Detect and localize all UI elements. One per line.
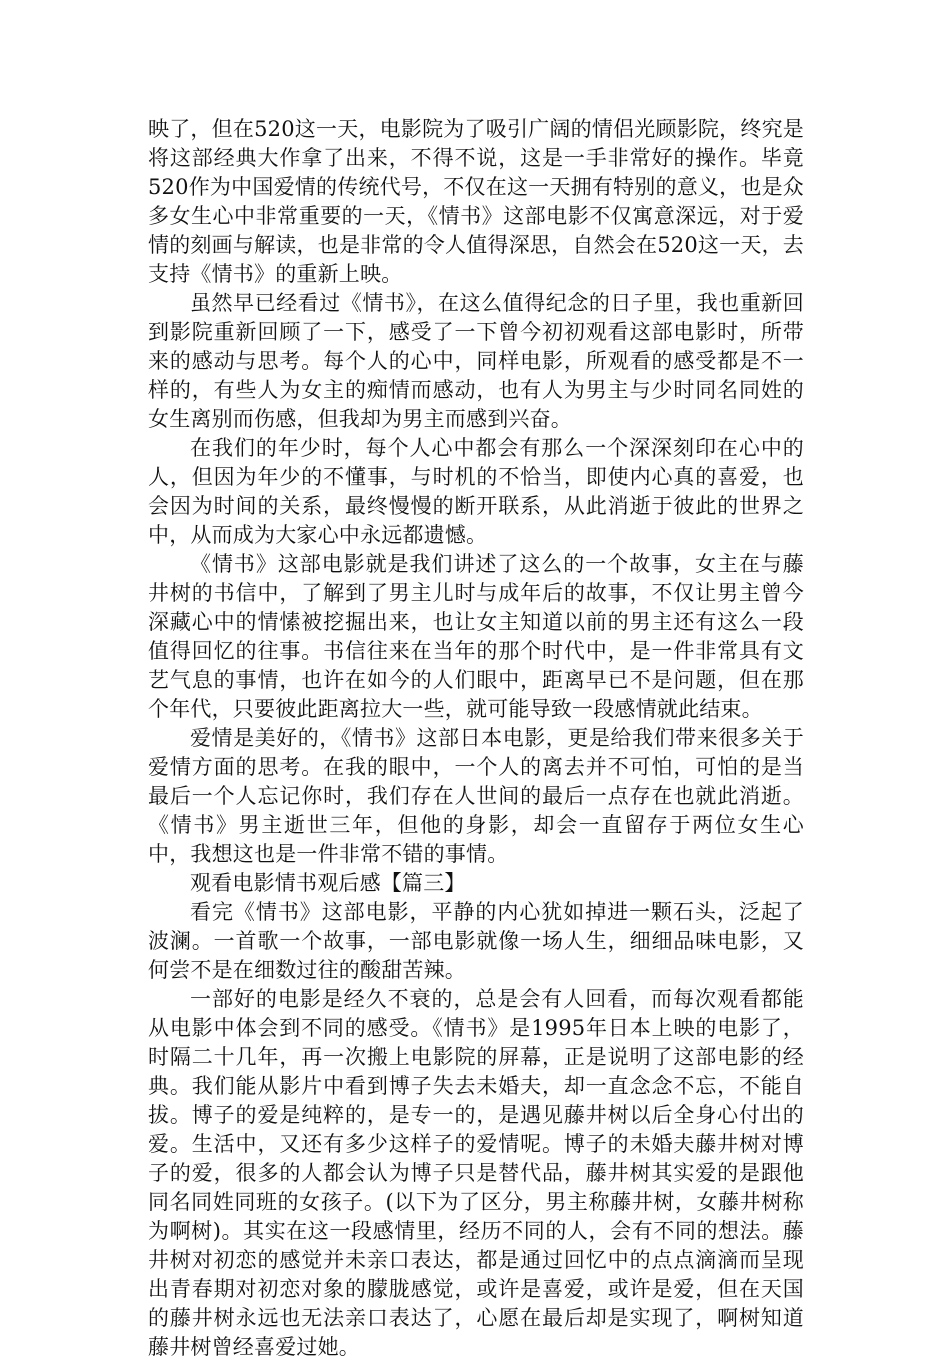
- paragraph: 在我们的年少时，每个人心中都会有那么一个深深刻印在心中的人，但因为年少的不懂事，与时机的不恰当，即使内心真的喜爱，也会因为时间的关系，最终慢慢的断开联系，从此消逝于彼此的世界之中，从而成为大家心中永远都遗憾。: [148, 436, 804, 547]
- paragraph: 虽然早已经看过《情书》，在这么值得纪念的日子里，我也重新回到影院重新回顾了一下，感受了一下曾今初初观看这部电影时，所带来的感动与思考。每个人的心中，同样电影，所观看的感受都是不一样的，有些人为女主的痴情而感动，也有人为男主与少时同名同姓的女生离别而伤感，但我却为男主而感到兴奋。: [148, 291, 804, 431]
- section-heading: 观看电影情书观后感【篇三】: [190, 871, 466, 895]
- paragraph: 看完《情书》这部电影，平静的内心犹如掉进一颗石头，泛起了波澜。一首歌一个故事，一部电影就像一场人生，细细品味电影，又何尝不是在细数过往的酸甜苦辣。: [148, 900, 804, 982]
- paragraph-continuation: 映了，但在520这一天，电影院为了吸引广阔的情侣光顾影院，终究是将这部经典大作拿了出来，不得不说，这是一手非常好的操作。毕竟520作为中国爱情的传统代号，不仅在这一天拥有特别的意义，也是众多女生心中非常重要的一天，《情书》这部电影不仅寓意深远，对于爱情的刻画与解读，也是非常的令人值得深思，自然会在520这一天，去支持《情书》的重新上映。: [148, 117, 804, 286]
- paragraph: 《情书》这部电影就是我们讲述了这么的一个故事，女主在与藤井树的书信中，了解到了男主儿时与成年后的故事，不仅让男主曾今深藏心中的情愫被挖掘出来，也让女主知道以前的男主还有这么一段值得回忆的往事。书信往来在当年的那个时代中，是一件非常具有文艺气息的事情，也许在如今的人们眼中，距离早已不是问题，但在那个年代，只要彼此距离拉大一些，就可能导致一段感情就此结束。: [148, 552, 804, 721]
- document-body: [148, 115, 804, 1362]
- paragraph: 一部好的电影是经久不衰的，总是会有人回看，而每次观看都能从电影中体会到不同的感受。《情书》是1995年日本上映的电影了，时隔二十几年，再一次搬上电影院的屏幕，正是说明了这部电影的经典。我们能从影片中看到博子失去未婚夫，却一直念念不忘，不能自拔。博子的爱是纯粹的，是专一的，是遇见藤井树以后全身心付出的爱。生活中，又还有多少这样子的爱情呢。博子的未婚夫藤井树对博子的爱，很多的人都会认为博子只是替代品，藤井树其实爱的是跟他同名同姓同班的女孩子。(以下为了区分，男主称藤井树，女藤井树称为啊树)。其实在这一段感情里，经历不同的人，会有不同的想法。藤井树对初恋的感觉并未亲口表达，都是通过回忆中的点点滴滴而呈现出青春期对初恋对象的朦胧感觉，或许是喜爱，或许是爱，但在天国的藤井树永远也无法亲口表达了，心愿在最后却是实现了，啊树知道藤井树曾经喜爱过她。: [148, 987, 804, 1359]
- paragraph: 爱情是美好的，《情书》这部日本电影，更是给我们带来很多关于爱情方面的思考。在我的眼中，一个人的离去并不可怕，可怕的是当最后一个人忘记你时，我们存在人世间的最后一点存在也就此消逝。《情书》男主逝世三年，但他的身影，却会一直留存于两位女生心中，我想这也是一件非常不错的事情。: [148, 726, 804, 866]
